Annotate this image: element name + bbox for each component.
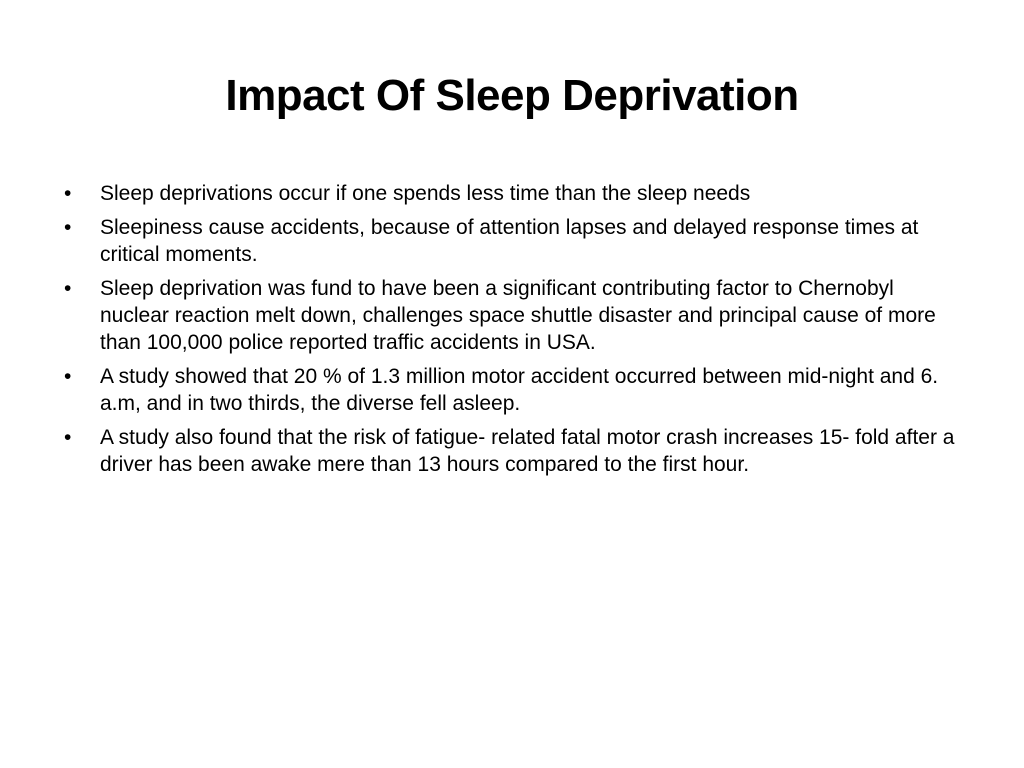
bullet-text: A study also found that the risk of fatigue- related fatal motor crash increases 15- fold after a driver has been awake mere than 13 hours compared to the first hour.: [100, 426, 955, 476]
bullet-icon: •: [64, 277, 72, 300]
bullet-item: [64, 424, 964, 478]
bullet-item: [64, 180, 964, 207]
bullet-text: Sleep deprivations occur if one spends less time than the sleep needs: [100, 182, 751, 205]
bullet-list: [64, 180, 964, 485]
slide-title: Impact Of Sleep Deprivation: [225, 71, 799, 120]
bullet-text: Sleepiness cause accidents, because of attention lapses and delayed response times at critical moments.: [100, 216, 919, 266]
bullet-item: [64, 363, 964, 417]
bullet-item: [64, 214, 964, 268]
bullet-text: A study showed that 20 % of 1.3 million motor accident occurred between mid-night and 6. a.m, and in two thirds, the diverse fell asleep.: [100, 365, 939, 415]
bullet-text: Sleep deprivation was fund to have been a significant contributing factor to Chernobyl nuclear reaction melt down, challenges space shuttle disaster and principal cause of more than 100,000 police reported traffic accidents in USA.: [100, 277, 936, 354]
bullet-icon: •: [64, 426, 72, 449]
bullet-icon: •: [64, 216, 72, 239]
bullet-icon: •: [64, 182, 72, 205]
bullet-icon: •: [64, 365, 72, 388]
bullet-item: [64, 275, 964, 356]
